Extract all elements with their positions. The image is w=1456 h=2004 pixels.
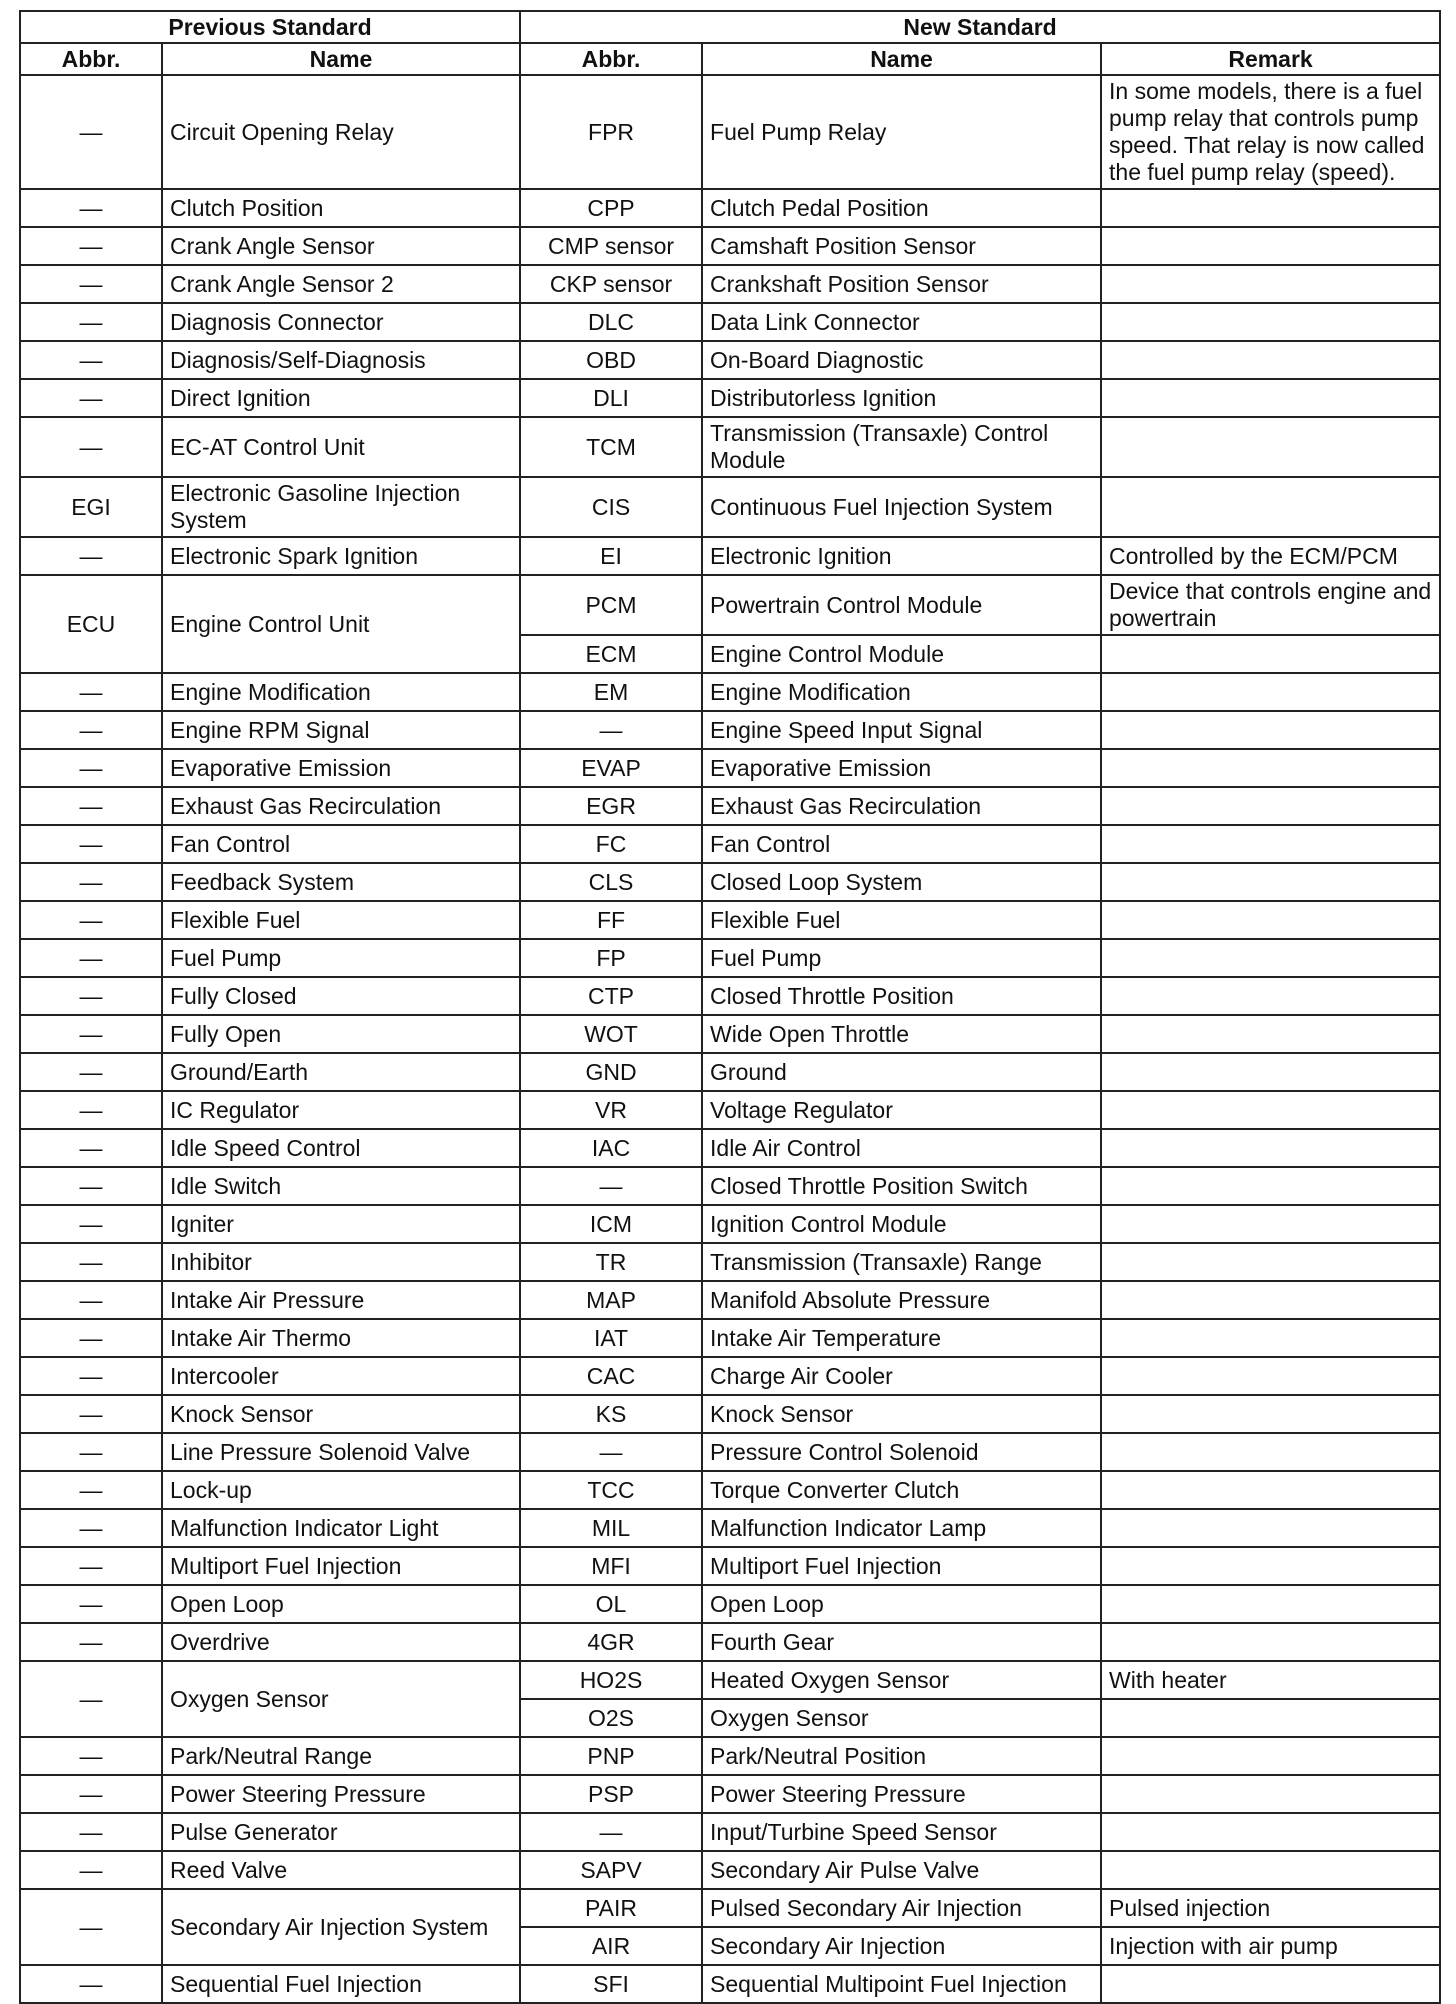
remark-cell [1101,635,1440,673]
prev-abbr-cell: — [20,939,162,977]
new-abbr-cell: EVAP [520,749,702,787]
remark-header: Remark [1101,43,1440,75]
remark-cell: With heater [1101,1661,1440,1699]
new-name-cell: Electronic Ignition [702,537,1101,575]
prev-name-cell: Engine Control Unit [162,575,520,673]
abbreviation-table [19,10,1441,2004]
prev-abbr-cell: — [20,901,162,939]
remark-cell [1101,711,1440,749]
table-row [20,303,1440,341]
prev-name-cell: Intake Air Thermo [162,1319,520,1357]
new-abbr-cell: — [520,1813,702,1851]
remark-cell [1101,417,1440,477]
new-abbr-cell: EI [520,537,702,575]
new-abbr-cell: FF [520,901,702,939]
remark-cell [1101,1813,1440,1851]
new-name-cell: Pulsed Secondary Air Injection [702,1889,1101,1927]
remark-cell [1101,1319,1440,1357]
new-abbr-cell: DLI [520,379,702,417]
table-row [20,901,1440,939]
new-name-cell: Engine Speed Input Signal [702,711,1101,749]
prev-abbr-cell: — [20,379,162,417]
new-name-cell: Evaporative Emission [702,749,1101,787]
prev-abbr-cell: — [20,1205,162,1243]
new-abbr-cell: PCM [520,575,702,635]
prev-name-cell: Oxygen Sensor [162,1661,520,1737]
new-abbr-cell: ECM [520,635,702,673]
prev-abbr-cell: — [20,1053,162,1091]
new-abbr-cell: FPR [520,75,702,189]
prev-name-cell: Multiport Fuel Injection [162,1547,520,1585]
remark-cell [1101,863,1440,901]
remark-cell: Device that controls engine and powertrain [1101,575,1440,635]
table-row [20,189,1440,227]
remark-cell: Controlled by the ECM/PCM [1101,537,1440,575]
remark-cell [1101,1281,1440,1319]
previous-standard-header: Previous Standard [20,11,520,43]
new-name-cell: Closed Throttle Position Switch [702,1167,1101,1205]
prev-name-cell: EC-AT Control Unit [162,417,520,477]
prev-name-cell: Engine Modification [162,673,520,711]
new-name-cell: Oxygen Sensor [702,1699,1101,1737]
remark-cell [1101,1129,1440,1167]
new-name-cell: Ground [702,1053,1101,1091]
prev-name-header: Name [162,43,520,75]
new-abbr-cell: FP [520,939,702,977]
new-abbr-cell: CAC [520,1357,702,1395]
remark-cell [1101,1167,1440,1205]
prev-abbr-cell: — [20,75,162,189]
prev-abbr-cell: — [20,265,162,303]
remark-cell [1101,1053,1440,1091]
prev-name-cell: Malfunction Indicator Light [162,1509,520,1547]
remark-cell [1101,1851,1440,1889]
remark-cell [1101,379,1440,417]
prev-name-cell: Diagnosis/Self-Diagnosis [162,341,520,379]
remark-cell [1101,901,1440,939]
prev-name-cell: Inhibitor [162,1243,520,1281]
new-name-cell: Knock Sensor [702,1395,1101,1433]
remark-cell [1101,1205,1440,1243]
remark-cell [1101,227,1440,265]
prev-name-cell: Idle Speed Control [162,1129,520,1167]
table-row [20,1319,1440,1357]
new-name-cell: Wide Open Throttle [702,1015,1101,1053]
prev-name-cell: Fan Control [162,825,520,863]
prev-abbr-cell: — [20,1623,162,1661]
new-name-cell: Park/Neutral Position [702,1737,1101,1775]
prev-abbr-cell: — [20,189,162,227]
remark-cell [1101,787,1440,825]
new-name-cell: Secondary Air Pulse Valve [702,1851,1101,1889]
table-row [20,1357,1440,1395]
prev-abbr-cell: — [20,863,162,901]
table-row [20,1509,1440,1547]
prev-name-cell: Sequential Fuel Injection [162,1965,520,2003]
new-abbr-cell: VR [520,1091,702,1129]
prev-abbr-cell: — [20,1471,162,1509]
new-abbr-cell: O2S [520,1699,702,1737]
new-abbr-cell: PAIR [520,1889,702,1927]
new-abbr-cell: — [520,1167,702,1205]
table-row [20,1775,1440,1813]
new-name-cell: Clutch Pedal Position [702,189,1101,227]
remark-cell [1101,1395,1440,1433]
new-name-cell: Fan Control [702,825,1101,863]
remark-cell [1101,1091,1440,1129]
new-name-cell: Input/Turbine Speed Sensor [702,1813,1101,1851]
prev-abbr-cell: — [20,1547,162,1585]
new-abbr-cell: EGR [520,787,702,825]
prev-name-cell: Fully Closed [162,977,520,1015]
new-name-cell: Data Link Connector [702,303,1101,341]
table-row [20,537,1440,575]
prev-name-cell: Intake Air Pressure [162,1281,520,1319]
new-abbr-header: Abbr. [520,43,702,75]
prev-abbr-cell: — [20,303,162,341]
table-row [20,1851,1440,1889]
new-abbr-cell: CKP sensor [520,265,702,303]
table-row [20,1965,1440,2003]
table-row [20,749,1440,787]
prev-abbr-cell: — [20,749,162,787]
remark-cell [1101,939,1440,977]
new-abbr-cell: MAP [520,1281,702,1319]
new-abbr-cell: CPP [520,189,702,227]
remark-cell [1101,1585,1440,1623]
new-name-cell: Multiport Fuel Injection [702,1547,1101,1585]
remark-cell [1101,1965,1440,2003]
new-abbr-cell: SAPV [520,1851,702,1889]
remark-cell [1101,1471,1440,1509]
remark-cell [1101,673,1440,711]
header-row-columns [20,43,1440,75]
new-name-cell: Sequential Multipoint Fuel Injection [702,1965,1101,2003]
prev-name-cell: Feedback System [162,863,520,901]
prev-name-cell: Evaporative Emission [162,749,520,787]
new-abbr-cell: TR [520,1243,702,1281]
table-row [20,939,1440,977]
prev-abbr-cell: — [20,1091,162,1129]
prev-abbr-cell: — [20,1965,162,2003]
new-name-cell: Crankshaft Position Sensor [702,265,1101,303]
new-name-cell: Pressure Control Solenoid [702,1433,1101,1471]
table-row [20,1433,1440,1471]
new-name-cell: Engine Control Module [702,635,1101,673]
remark-cell [1101,477,1440,537]
remark-cell [1101,1737,1440,1775]
new-abbr-cell: CIS [520,477,702,537]
new-name-cell: Continuous Fuel Injection System [702,477,1101,537]
prev-abbr-cell: — [20,977,162,1015]
new-abbr-cell: — [520,1433,702,1471]
table-row [20,1015,1440,1053]
prev-name-cell: Reed Valve [162,1851,520,1889]
remark-cell [1101,1509,1440,1547]
remark-cell [1101,1775,1440,1813]
prev-abbr-cell: — [20,825,162,863]
prev-name-cell: Crank Angle Sensor [162,227,520,265]
prev-name-cell: IC Regulator [162,1091,520,1129]
table-header [20,11,1440,75]
new-abbr-cell: EM [520,673,702,711]
prev-abbr-cell: — [20,1775,162,1813]
prev-name-cell: Clutch Position [162,189,520,227]
new-name-cell: Secondary Air Injection [702,1927,1101,1965]
prev-name-cell: Engine RPM Signal [162,711,520,749]
new-abbr-cell: ICM [520,1205,702,1243]
prev-abbr-cell: — [20,787,162,825]
table-row [20,787,1440,825]
new-name-cell: Manifold Absolute Pressure [702,1281,1101,1319]
table-row [20,673,1440,711]
prev-name-cell: Knock Sensor [162,1395,520,1433]
prev-abbr-cell: — [20,227,162,265]
new-name-cell: Malfunction Indicator Lamp [702,1509,1101,1547]
prev-name-cell: Lock-up [162,1471,520,1509]
new-abbr-cell: CLS [520,863,702,901]
new-abbr-cell: OL [520,1585,702,1623]
prev-name-cell: Fully Open [162,1015,520,1053]
new-name-cell: Intake Air Temperature [702,1319,1101,1357]
prev-abbr-cell: — [20,1357,162,1395]
new-abbr-cell: 4GR [520,1623,702,1661]
prev-name-cell: Secondary Air Injection System [162,1889,520,1965]
new-abbr-cell: PSP [520,1775,702,1813]
new-abbr-cell: IAC [520,1129,702,1167]
table-row [20,1661,1440,1699]
table-row [20,477,1440,537]
new-name-cell: Fuel Pump Relay [702,75,1101,189]
new-abbr-cell: GND [520,1053,702,1091]
new-name-cell: Engine Modification [702,673,1101,711]
table-row [20,1243,1440,1281]
table-row [20,1737,1440,1775]
table-row [20,1471,1440,1509]
prev-abbr-cell: — [20,1813,162,1851]
prev-name-cell: Exhaust Gas Recirculation [162,787,520,825]
table-row [20,711,1440,749]
table-row [20,1547,1440,1585]
new-abbr-cell: OBD [520,341,702,379]
new-name-cell: Transmission (Transaxle) Control Module [702,417,1101,477]
prev-name-cell: Ground/Earth [162,1053,520,1091]
new-name-cell: Distributorless Ignition [702,379,1101,417]
prev-abbr-cell: — [20,1167,162,1205]
new-name-cell: Open Loop [702,1585,1101,1623]
prev-abbr-cell: — [20,1243,162,1281]
table-row [20,75,1440,189]
remark-cell: Pulsed injection [1101,1889,1440,1927]
remark-cell [1101,265,1440,303]
table-row [20,977,1440,1015]
new-abbr-cell: MFI [520,1547,702,1585]
prev-abbr-cell: — [20,673,162,711]
table-body [20,75,1440,2003]
prev-abbr-cell: EGI [20,477,162,537]
prev-abbr-cell: — [20,1661,162,1737]
prev-name-cell: Circuit Opening Relay [162,75,520,189]
remark-cell [1101,341,1440,379]
prev-name-cell: Open Loop [162,1585,520,1623]
new-name-header: Name [702,43,1101,75]
prev-abbr-cell: — [20,1395,162,1433]
new-name-cell: Camshaft Position Sensor [702,227,1101,265]
remark-cell [1101,1547,1440,1585]
remark-cell [1101,825,1440,863]
prev-name-cell: Park/Neutral Range [162,1737,520,1775]
remark-cell: In some models, there is a fuel pump relay that controls pump speed. That relay is now called the fuel pump relay (speed). [1101,75,1440,189]
table-row [20,265,1440,303]
table-row [20,575,1440,635]
prev-name-cell: Crank Angle Sensor 2 [162,265,520,303]
remark-cell [1101,1243,1440,1281]
new-abbr-cell: AIR [520,1927,702,1965]
table-row [20,1623,1440,1661]
prev-abbr-cell: — [20,1509,162,1547]
prev-abbr-cell: — [20,341,162,379]
prev-name-cell: Direct Ignition [162,379,520,417]
new-name-cell: Fuel Pump [702,939,1101,977]
prev-name-cell: Pulse Generator [162,1813,520,1851]
table-row [20,1281,1440,1319]
prev-abbr-cell: — [20,1015,162,1053]
prev-name-cell: Fuel Pump [162,939,520,977]
table-row [20,417,1440,477]
new-abbr-cell: KS [520,1395,702,1433]
table-row [20,863,1440,901]
remark-cell [1101,1699,1440,1737]
table-row [20,1205,1440,1243]
new-name-cell: Heated Oxygen Sensor [702,1661,1101,1699]
prev-name-cell: Power Steering Pressure [162,1775,520,1813]
prev-name-cell: Idle Switch [162,1167,520,1205]
new-abbr-cell: TCM [520,417,702,477]
remark-cell [1101,1433,1440,1471]
table-row [20,1129,1440,1167]
prev-abbr-cell: — [20,537,162,575]
table-row [20,1889,1440,1927]
new-abbr-cell: WOT [520,1015,702,1053]
new-name-cell: Power Steering Pressure [702,1775,1101,1813]
new-name-cell: Ignition Control Module [702,1205,1101,1243]
new-name-cell: Transmission (Transaxle) Range [702,1243,1101,1281]
prev-abbr-cell: — [20,1737,162,1775]
prev-name-cell: Electronic Gasoline Injection System [162,477,520,537]
prev-abbr-cell: — [20,1319,162,1357]
table-row [20,825,1440,863]
new-name-cell: Voltage Regulator [702,1091,1101,1129]
new-name-cell: Torque Converter Clutch [702,1471,1101,1509]
prev-abbr-cell: — [20,711,162,749]
table-row [20,1167,1440,1205]
remark-cell [1101,1357,1440,1395]
new-abbr-cell: CMP sensor [520,227,702,265]
new-name-cell: Closed Throttle Position [702,977,1101,1015]
table-row [20,227,1440,265]
prev-abbr-cell: — [20,1889,162,1965]
prev-abbr-cell: — [20,1129,162,1167]
prev-abbr-cell: — [20,1281,162,1319]
remark-cell [1101,749,1440,787]
new-name-cell: Idle Air Control [702,1129,1101,1167]
new-abbr-cell: IAT [520,1319,702,1357]
table-row [20,341,1440,379]
new-abbr-cell: HO2S [520,1661,702,1699]
new-name-cell: Powertrain Control Module [702,575,1101,635]
prev-name-cell: Diagnosis Connector [162,303,520,341]
prev-name-cell: Line Pressure Solenoid Valve [162,1433,520,1471]
table-row [20,1395,1440,1433]
remark-cell [1101,303,1440,341]
new-name-cell: On-Board Diagnostic [702,341,1101,379]
prev-name-cell: Intercooler [162,1357,520,1395]
prev-name-cell: Flexible Fuel [162,901,520,939]
remark-cell [1101,1015,1440,1053]
new-name-cell: Fourth Gear [702,1623,1101,1661]
new-name-cell: Exhaust Gas Recirculation [702,787,1101,825]
table-row [20,1053,1440,1091]
remark-cell [1101,977,1440,1015]
table-row [20,1091,1440,1129]
new-abbr-cell: — [520,711,702,749]
prev-name-cell: Electronic Spark Ignition [162,537,520,575]
table-row [20,1813,1440,1851]
table-row [20,1585,1440,1623]
remark-cell: Injection with air pump [1101,1927,1440,1965]
prev-abbr-cell: — [20,1851,162,1889]
new-abbr-cell: PNP [520,1737,702,1775]
header-row-groups [20,11,1440,43]
prev-name-cell: Overdrive [162,1623,520,1661]
remark-cell [1101,1623,1440,1661]
prev-abbr-cell: — [20,1433,162,1471]
prev-name-cell: Igniter [162,1205,520,1243]
prev-abbr-cell: ECU [20,575,162,673]
new-abbr-cell: SFI [520,1965,702,2003]
remark-cell [1101,189,1440,227]
new-name-cell: Closed Loop System [702,863,1101,901]
new-name-cell: Charge Air Cooler [702,1357,1101,1395]
new-abbr-cell: FC [520,825,702,863]
new-abbr-cell: CTP [520,977,702,1015]
table-row [20,379,1440,417]
prev-abbr-header: Abbr. [20,43,162,75]
prev-abbr-cell: — [20,417,162,477]
new-abbr-cell: TCC [520,1471,702,1509]
new-abbr-cell: DLC [520,303,702,341]
new-abbr-cell: MIL [520,1509,702,1547]
new-name-cell: Flexible Fuel [702,901,1101,939]
prev-abbr-cell: — [20,1585,162,1623]
new-standard-header: New Standard [520,11,1440,43]
